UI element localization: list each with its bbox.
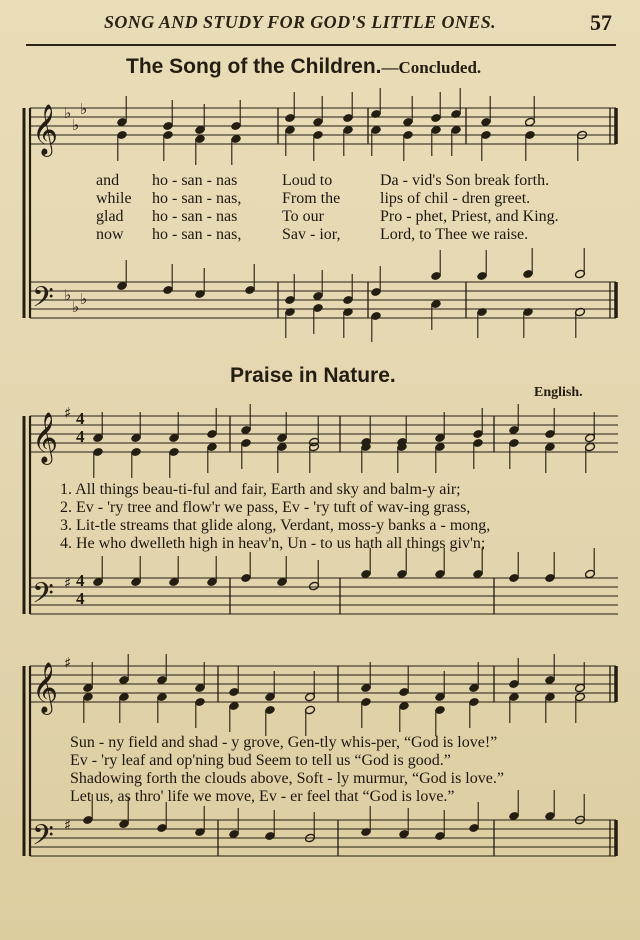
hymn1-lyric-v1-c4: Da - vid's Son break forth. <box>380 172 550 189</box>
verse-line-4b: Let us, as thro' life we move, Ev - er feel that “God is love.” <box>70 788 455 805</box>
hymn1-system-key-t-1: ♭ <box>72 116 80 134</box>
hymn1-lyric-v4-c2: ho - san - nas, <box>152 226 242 243</box>
verse-line-4a: 4. He who dwelleth high in heav'n, Un - to us hath all things giv'n; <box>60 535 486 552</box>
hymn2-system-b-key-b-0: ♯ <box>64 816 72 834</box>
hymn1-lyric-v3-c1: glad <box>96 208 124 225</box>
hymn1-lyric-v2-c1: while <box>96 190 132 207</box>
hymn1-system-key-b-0: ♭ <box>64 286 72 304</box>
hymn1-lyric-v2-c4: lips of chil - dren greet. <box>380 190 531 207</box>
hymn2-system-b-key-t-0: ♯ <box>64 654 72 672</box>
hymn1-lyric-v3-c3: To our <box>282 208 324 225</box>
hymn1-subtitle: —Concluded. <box>381 58 482 77</box>
hymn2-system-a-time-bass-top: 4 <box>76 571 85 590</box>
hymn2-system-a-key-t-0: ♯ <box>64 404 72 422</box>
hymn1-lyric-v3-c4: Pro - phet, Priest, and King. <box>380 208 559 225</box>
hymn2-title: Praise in Nature. <box>230 364 396 387</box>
hymn2-system-b-treble-clef: 𝄞 <box>32 662 59 713</box>
running-head: SONG AND STUDY FOR GOD'S LITTLE ONES. <box>104 12 496 32</box>
hymn1-lyric-v2-c3: From the <box>282 190 341 207</box>
page-number: 57 <box>590 10 612 35</box>
hymn1-system-key-b-1: ♭ <box>72 298 80 316</box>
verse-line-1b: Sun - ny field and shad - y grove, Gen-tly whis-per, “God is love!” <box>70 734 498 751</box>
hymn1-lyric-v1-c1: and <box>96 172 120 189</box>
hymn1-system-key-t-0: ♭ <box>64 104 72 122</box>
hymn1-lyric-v2-c2: ho - san - nas, <box>152 190 242 207</box>
hymn1-lyric-v3-c2: ho - san - nas <box>152 208 238 225</box>
verse-line-3b: Shadowing forth the clouds above, Soft - ly murmur, “God is love.” <box>70 770 504 787</box>
verse-line-2a: 2. Ev - 'ry tree and flow'r we pass, Ev - 'ry tuft of wav-ing grass, <box>60 499 471 516</box>
hymn2-system-a-time-treble-top: 4 <box>76 409 85 428</box>
hymn1-title-text: The Song of the Children. <box>126 55 382 78</box>
hymn2-system-b-bass-clef: 𝄢 <box>32 819 54 859</box>
verse-line-1a: 1. All things beau-ti-ful and fair, Earth and sky and balm-y air; <box>60 481 461 498</box>
hymn1-lyric-v4-c4: Lord, to Thee we raise. <box>380 226 529 243</box>
hymn1-lyric-v4-c3: Sav - ior, <box>282 226 341 243</box>
hymn1-system-bass-clef: 𝄢 <box>32 281 54 321</box>
hymn1-lyric-v1-c2: ho - san - nas <box>152 172 238 189</box>
hymn2-system-a-bass-clef: 𝄢 <box>32 577 54 617</box>
hymn1-system-key-b-2: ♭ <box>80 290 88 308</box>
hymn2-system-a-key-b-0: ♯ <box>64 574 72 592</box>
verse-line-2b: Ev - 'ry leaf and op'ning bud Seem to tell us “God is good.” <box>70 752 451 769</box>
hymn2-system-a-time-bass-bottom: 4 <box>76 589 85 608</box>
hymn1-system-key-t-2: ♭ <box>80 100 88 118</box>
hymn1-lyric-v4-c1: now <box>96 226 124 243</box>
hymn1-system-treble-clef: 𝄞 <box>32 104 59 155</box>
hymn2-system-a-time-treble-bottom: 4 <box>76 427 85 446</box>
hymn1-lyric-v1-c3: Loud to <box>282 172 333 189</box>
hymn2-system-a-treble-clef: 𝄞 <box>32 412 59 463</box>
verse-line-3a: 3. Lit-tle streams that glide along, Verdant, moss-y banks a - mong, <box>60 517 491 534</box>
hymn2-attribution: English. <box>534 385 583 400</box>
